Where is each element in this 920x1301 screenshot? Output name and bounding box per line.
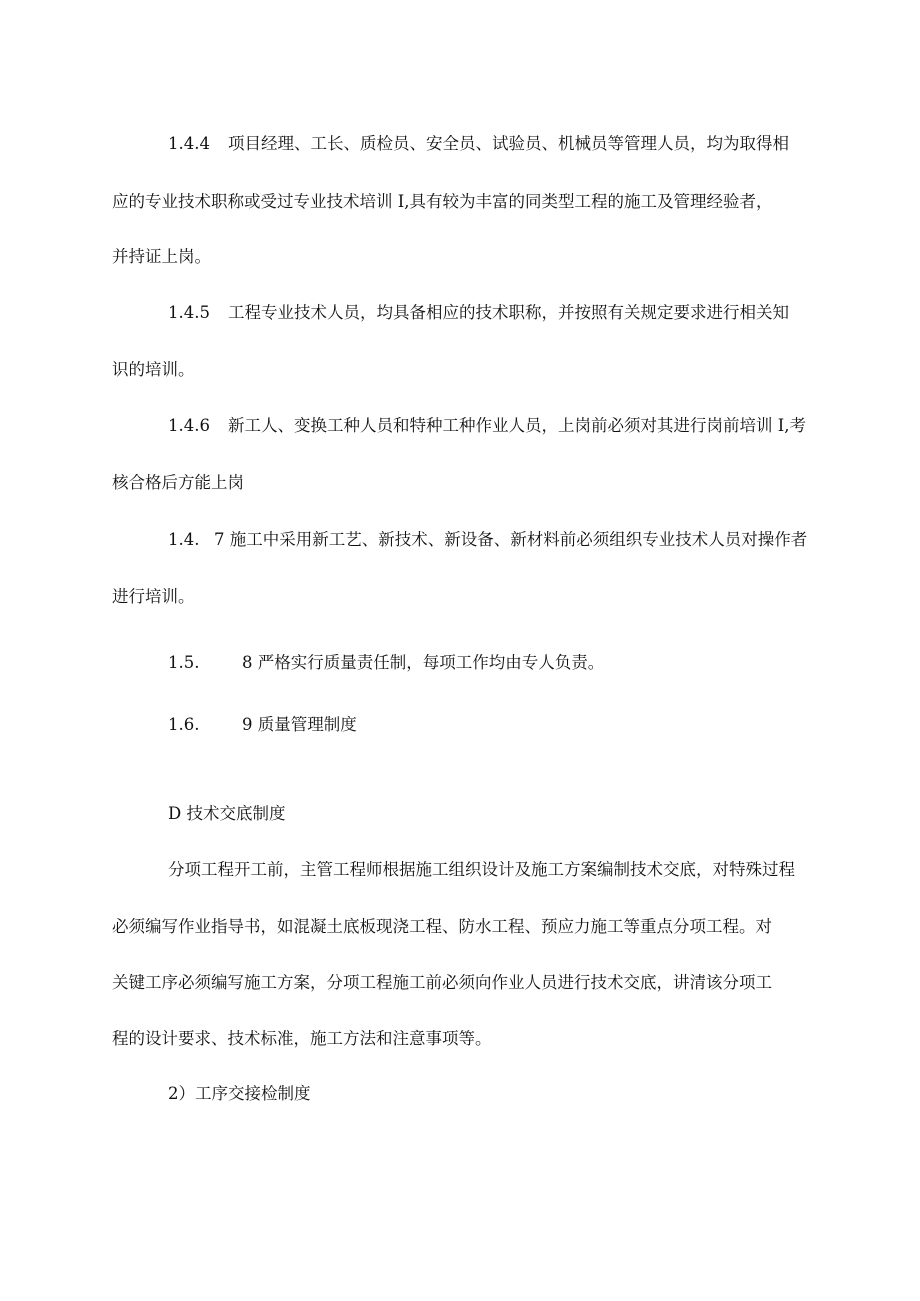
paragraph-text: 关键工序必须编写施工方案，分项工程施工前必须向作业人员进行技术交底，讲清该分项工 — [112, 973, 772, 992]
clause-text-line: 识的培训。 — [112, 360, 195, 379]
clause-number: 1.4.6 — [168, 416, 210, 435]
clause-number: 1.5. — [168, 653, 200, 672]
clause-text-line: 新工人、变换工种人员和特种工种作业人员，上岗前必须对其进行岗前培训 I,考 — [228, 416, 807, 435]
clause-text-line: 应的专业技术职称或受过专业技术培训 I,具有较为丰富的同类型工程的施工及管理经验者， — [112, 192, 773, 211]
clause-text-line: 9 质量管理制度 — [242, 715, 357, 734]
section-heading: D 技术交底制度 — [168, 804, 286, 823]
clause-text-line: 项目经理、工长、质检员、安全员、试验员、机械员等管理人员，均为取得相 — [228, 134, 789, 153]
clause-text-line: 进行培训。 — [112, 587, 195, 606]
clause-text-line: 并持证上岗。 — [112, 247, 211, 266]
clause-number: 1.4. — [168, 530, 200, 549]
section-heading: 2）工序交接检制度 — [168, 1084, 311, 1103]
clause-number: 1.4.4 — [168, 134, 210, 153]
paragraph-text: 必须编写作业指导书，如混凝土底板现浇工程、防水工程、预应力施工等重点分项工程。对 — [112, 917, 772, 936]
paragraph-text: 程的设计要求、技术标准，施工方法和注意事项等。 — [112, 1029, 492, 1048]
clause-text-line: 工程专业技术人员，均具备相应的技术职称，并按照有关规定要求进行相关知 — [228, 303, 789, 322]
clause-text-line: 7 施工中采用新工艺、新技术、新设备、新材料前必须组织专业技术人员对操作者 — [214, 530, 808, 549]
clause-number: 1.6. — [168, 715, 200, 734]
clause-number: 1.4.5 — [168, 303, 210, 322]
paragraph-text: 分项工程开工前，主管工程师根据施工组织设计及施工方案编制技术交底，对特殊过程 — [168, 860, 795, 879]
clause-text-line: 核合格后方能上岗 — [112, 473, 244, 492]
clause-text-line: 8 严格实行质量责任制，每项工作均由专人负责。 — [242, 653, 605, 672]
